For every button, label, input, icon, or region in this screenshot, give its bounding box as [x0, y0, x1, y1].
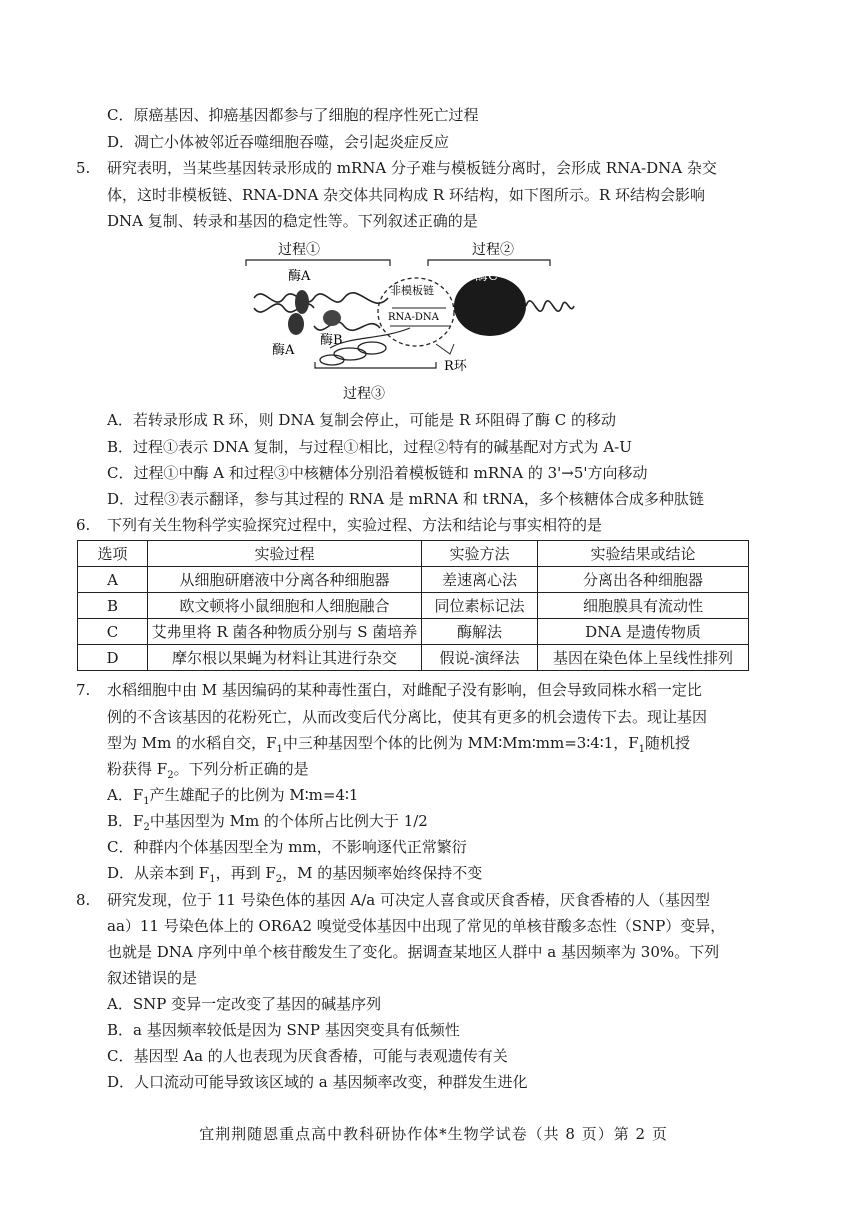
- r-loop-diagram: [240, 236, 580, 406]
- enzyme-a-top-label: 酶A: [288, 269, 311, 284]
- process3-label: 过程③: [343, 386, 385, 402]
- cell-option: A: [78, 567, 148, 593]
- nontemplate-strand-label: 非模板链: [390, 284, 434, 297]
- q8-option-d: D．人口流动可能导致该区域的 a 基因频率改变，种群发生进化: [107, 1073, 528, 1091]
- q7-stem-line4: 粉获得 $F_2$。下列分析正确的是: [107, 760, 309, 781]
- header-process: 实验过程: [148, 541, 422, 567]
- process1-label: 过程①: [278, 242, 320, 258]
- q7-option-a: A．$F_1$产生雄配子的比例为 M∶m=4∶1: [107, 786, 359, 807]
- cell-method: 差速离心法: [422, 567, 538, 593]
- table-row: [78, 593, 749, 619]
- header-option: 选项: [78, 541, 148, 567]
- q4-option-d: D．凋亡小体被邻近吞噬细胞吞噬，会引起炎症反应: [107, 133, 450, 151]
- r-loop-label: R环: [444, 359, 467, 374]
- table-header-row: [78, 541, 749, 567]
- cell-process: 摩尔根以果蝇为材料让其进行杂交: [148, 645, 422, 671]
- enzyme-c-label: 酶C: [475, 269, 498, 284]
- q8-stem-line1: 研究发现，位于 11 号染色体的基因 A/a 可决定人喜食或厌食香椿，厌食香椿的人（基因型: [107, 891, 710, 909]
- q5-option-c: C．过程①中酶 A 和过程③中核糖体分别沿着模板链和 mRNA 的 3'→5'方向移动: [107, 464, 648, 482]
- cell-result: 基因在染色体上呈线性排列: [538, 645, 749, 671]
- q7-option-b: B．$F_2$中基因型为 Mm 的个体所占比例大于 1/2: [107, 812, 428, 833]
- q8-stem-line4: 叙述错误的是: [107, 969, 198, 987]
- q7-option-c: C．种群内个体基因型全为 mm，不影响逐代正常繁衍: [107, 838, 467, 856]
- cell-result: 分离出各种细胞器: [538, 567, 749, 593]
- q7-stem-line2: 例的不含该基因的花粉死亡，从而改变后代分离比，使其有更多的机会遗传下去。现让基因: [107, 708, 708, 726]
- table-row: [78, 567, 749, 593]
- q8-number: 8.: [76, 891, 91, 909]
- q5-option-d: D．过程③表示翻译，参与其过程的 RNA 是 mRNA 和 tRNA，多个核糖体合成多种肽链: [107, 490, 704, 508]
- rna-dna-label: RNA-DNA: [388, 312, 439, 323]
- q5-option-b: B．过程①表示 DNA 复制，与过程①相比，过程②特有的碱基配对方式为 A-U: [107, 438, 632, 456]
- cell-process: 欧文顿将小鼠细胞和人细胞融合: [148, 593, 422, 619]
- page-footer: 宜荆荆随恩重点高中教科研协作体*生物学试卷（共 8 页）第 2 页: [199, 1125, 668, 1143]
- cell-option: B: [78, 593, 148, 619]
- q7-stem-line1: 水稻细胞中由 M 基因编码的某种毒性蛋白，对雌配子没有影响，但会导致同株水稻一定比: [107, 681, 702, 699]
- cell-method: 酶解法: [422, 619, 538, 645]
- header-result: 实验结果或结论: [538, 541, 749, 567]
- q8-stem-line3: 也就是 DNA 序列中单个核苷酸发生了变化。据调查某地区人群中 a 基因频率为 30%。下列: [107, 943, 720, 961]
- q5-number: 5.: [76, 159, 91, 177]
- q8-option-c: C．基因型 Aa 的人也表现为厌食香椿，可能与表观遗传有关: [107, 1047, 508, 1065]
- cell-option: D: [78, 645, 148, 671]
- cell-method: 假说-演绎法: [422, 645, 538, 671]
- q5-stem-line2: 体，这时非模板链、RNA-DNA 杂交体共同构成 R 环结构，如下图所示。R 环结构会影响: [107, 186, 705, 204]
- q7-number: 7.: [76, 681, 91, 699]
- q6-number: 6.: [76, 516, 91, 534]
- q5-stem-line3: DNA 复制、转录和基因的稳定性等。下列叙述正确的是: [107, 212, 478, 230]
- q5-option-a: A．若转录形成 R 环，则 DNA 复制会停止，可能是 R 环阻碍了酶 C 的移动: [107, 411, 617, 429]
- experiment-table: [77, 540, 749, 671]
- cell-method: 同位素标记法: [422, 593, 538, 619]
- cell-process: 艾弗里将 R 菌各种物质分别与 S 菌培养: [148, 619, 422, 645]
- q8-option-a: A．SNP 变异一定改变了基因的碱基序列: [107, 995, 382, 1013]
- q8-stem-line2: aa）11 号染色体上的 OR6A2 嗅觉受体基因中出现了常见的单核苷酸多态性（SNP）变异，: [107, 917, 726, 935]
- q8-option-b: B．a 基因频率较低是因为 SNP 基因突变具有低频性: [107, 1021, 460, 1039]
- cell-option: C: [78, 619, 148, 645]
- q7-stem-line3: 型为 Mm 的水稻自交，$F_1$中三种基因型个体的比例为 MM∶Mm∶mm=3∶4∶1，$F_1$随机授: [107, 734, 691, 755]
- cell-result: DNA 是遗传物质: [538, 619, 749, 645]
- enzyme-a-bottom-label: 酶A: [272, 343, 295, 358]
- q5-stem-line1: 研究表明，当某些基因转录形成的 mRNA 分子难与模板链分离时，会形成 RNA-DNA 杂交: [107, 159, 717, 177]
- cell-result: 细胞膜具有流动性: [538, 593, 749, 619]
- q4-option-c: C．原癌基因、抑癌基因都参与了细胞的程序性死亡过程: [107, 106, 479, 124]
- table-row: [78, 619, 749, 645]
- q7-option-d: D．从亲本到 $F_1$，再到 $F_2$，M 的基因频率始终保持不变: [107, 864, 483, 885]
- process2-label: 过程②: [472, 242, 514, 258]
- enzyme-b-label: 酶B: [320, 333, 343, 348]
- table-row: [78, 645, 749, 671]
- q6-stem: 下列有关生物科学实验探究过程中，实验过程、方法和结论与事实相符的是: [107, 516, 603, 534]
- header-method: 实验方法: [422, 541, 538, 567]
- cell-process: 从细胞研磨液中分离各种细胞器: [148, 567, 422, 593]
